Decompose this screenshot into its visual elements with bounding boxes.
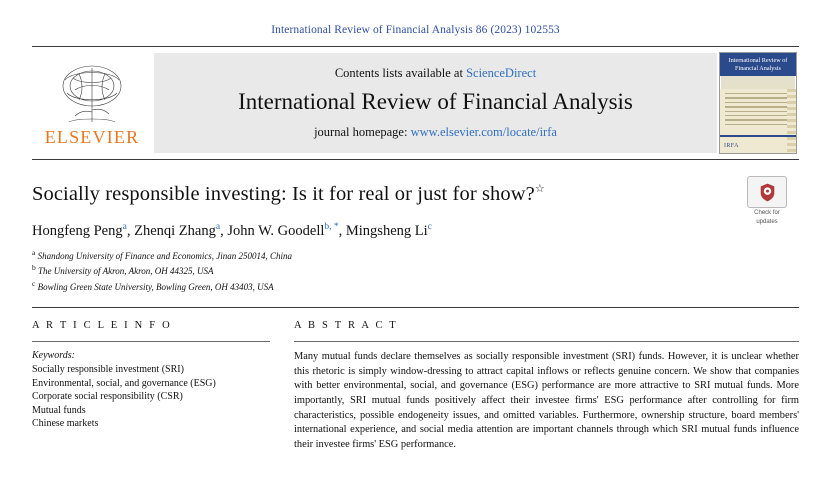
journal-cover-wrap: [717, 47, 799, 159]
crossmark-box: [747, 176, 787, 208]
affiliation-text: Shandong University of Finance and Economics, Jinan 250014, China: [37, 250, 293, 261]
keywords-list: [32, 363, 270, 431]
affiliation-item: [32, 278, 799, 294]
affiliation-text: The University of Akron, Akron, OH 44325, USA: [38, 266, 214, 277]
abstract-heading: A B S T R A C T: [294, 320, 398, 332]
keyword-item: Corporate social responsibility (CSR): [32, 391, 183, 403]
journal-cover-footer: IRFA: [724, 143, 739, 149]
affiliation-text: Bowling Green State University, Bowling Green, OH 43403, USA: [37, 281, 274, 292]
keyword-item: Chinese markets: [32, 418, 99, 430]
author-affil-marker: b, *: [324, 221, 339, 232]
crossmark-icon: [759, 183, 776, 202]
journal-masthead: [32, 46, 799, 160]
keyword-item: Socially responsible investment (SRI): [32, 364, 184, 376]
journal-band: [154, 53, 717, 153]
keywords-label: Keywords:: [32, 350, 75, 362]
journal-title: International Review of Financial Analysis: [238, 89, 633, 114]
crossmark-line2: updates: [756, 219, 778, 225]
author-affil-marker: c: [427, 221, 432, 232]
contents-line: [335, 66, 536, 81]
crossmark-line1: Check for: [754, 210, 780, 216]
journal-homepage-link[interactable]: www.elsevier.com/locate/irfa: [410, 125, 557, 139]
title-area: [32, 160, 799, 293]
author-name[interactable]: John W. Goodell: [227, 222, 325, 239]
journal-cover-image: [719, 52, 797, 154]
abstract-rule: [294, 341, 799, 342]
affiliation-list: [32, 247, 799, 294]
affiliation-item: [32, 262, 799, 278]
page-title: [32, 182, 799, 206]
author-name[interactable]: Hongfeng Peng: [32, 222, 123, 239]
author-list: Hongfeng Peng$^a$, Zhenqi Zhang$^a$, John W. Goodell$^{b, *}$, Mingsheng Li$^c$: [32, 221, 432, 239]
homepage-line: [314, 125, 557, 140]
running-head: International Review of Financial Analysis 86 (2023) 102553: [271, 24, 560, 36]
affiliation-marker: a: [32, 247, 36, 257]
author-affil-marker: a: [122, 221, 127, 232]
elsevier-logo: [32, 47, 152, 159]
affiliation-marker: c: [32, 278, 36, 288]
title-footnote-symbol: ☆: [534, 183, 545, 195]
article-info-column: [32, 320, 288, 452]
journal-cover-lines: [725, 93, 791, 133]
elsevier-tree-icon: [49, 60, 135, 126]
author-name[interactable]: Mingsheng Li: [345, 222, 428, 239]
journal-cover-bar: [720, 135, 796, 137]
journal-cover-title: International Review of Financial Analysis: [720, 53, 796, 76]
author-name[interactable]: Zhenqi Zhang: [134, 222, 216, 239]
affiliation-item: [32, 247, 799, 263]
keyword-item: Mutual funds: [32, 404, 86, 416]
sciencedirect-link[interactable]: ScienceDirect: [466, 66, 537, 80]
crossmark-badge[interactable]: [741, 176, 793, 226]
article-info-heading: A R T I C L E I N F O: [32, 320, 172, 332]
journal-cover-side-stripes: [787, 89, 796, 153]
article-info-rule: [32, 341, 270, 342]
abstract-column: [288, 320, 799, 452]
abstract-text: Many mutual funds declare themselves as socially responsible investment (SRI) funds. However, it is unclear whether this rhetoric is simply window-dressing to attract capital inflows or reflects genuine concern. We show that companies with better environmental, social, and governance (ESG) performance are more attractive to SRI mutual funds. More importantly, SRI mutual funds positively affect their investee firms' ESG performance after controlling for firm characteristics, possible endogeneity issues, and omitted variables. Furthermore, ownership structure, board members' international experience, and social media attention are important channels through which SRI mutual funds influence their investee firms' ESG performance.: [294, 351, 799, 450]
keyword-item: Environmental, social, and governance (ESG): [32, 377, 216, 389]
contents-prefix: Contents lists available at: [334, 66, 467, 80]
author-affil-marker: a: [215, 221, 221, 232]
elsevier-wordmark: ELSEVIER: [44, 127, 140, 147]
article-title-text: Socially responsible investing: Is it for real or just for show?: [32, 182, 535, 205]
affiliation-marker: b: [32, 263, 36, 273]
info-abstract-region: [32, 308, 799, 452]
homepage-prefix: journal homepage:: [314, 125, 411, 139]
